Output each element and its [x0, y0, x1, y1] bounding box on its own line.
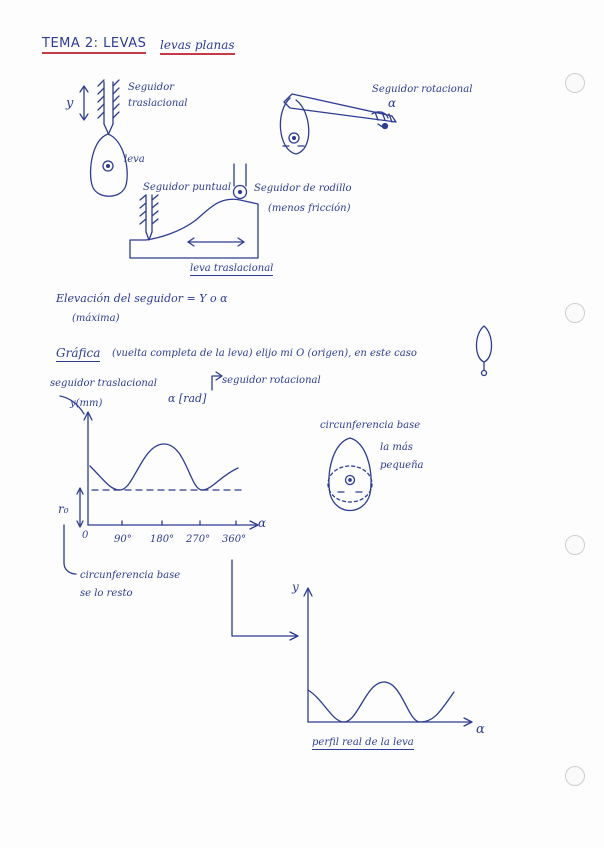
graph1-origin: 0	[82, 530, 89, 541]
graph1-alpha-rad: α [rad]	[168, 392, 207, 405]
translational-cam-label: leva traslacional	[190, 263, 274, 274]
graph1-y-axis: y(mm)	[70, 398, 103, 409]
cam-base-circle-sketch	[328, 438, 372, 511]
elevation-line-2: (máxima)	[72, 313, 120, 324]
elevation-line-1: Elevación del seguidor = Y o α	[56, 292, 228, 305]
graph1-tick-90: 90°	[114, 534, 132, 545]
follower-translational-label-1: Seguidor	[128, 82, 175, 93]
graph2-sketch	[304, 588, 472, 726]
y-label: y	[66, 96, 74, 111]
roller-follower-label: Seguidor de rodillo	[254, 183, 352, 194]
graph1-label-trasl: seguidor traslacional	[50, 378, 157, 389]
point-follower-label: Seguidor puntual	[143, 182, 232, 193]
graph1-tick-270: 270°	[186, 534, 211, 545]
small-cam-sketch	[477, 326, 492, 376]
follower-translational-label-2: traslacional	[128, 98, 188, 109]
base-note-line-2: se lo resto	[80, 588, 133, 599]
graph2-y-axis: y	[292, 580, 299, 594]
graph1-tick-360: 360°	[222, 534, 247, 545]
translational-cam-sketch	[130, 164, 258, 258]
grafica-word: Gráfica	[56, 346, 101, 360]
smallest-line-2: pequeña	[380, 460, 424, 471]
page-title: TEMA 2: LEVAS	[42, 36, 146, 54]
translational-follower-sketch	[80, 80, 127, 196]
cam-label: leva	[124, 154, 145, 165]
alpha-label: α	[388, 96, 397, 110]
smallest-line-1: la más	[380, 442, 413, 453]
grafica-rest: (vuelta completa de la leva) elijo mi O (origen), en este caso	[112, 348, 417, 359]
base-circle-label: circunferencia base	[320, 420, 421, 431]
follower-rotational-label: Seguidor rotacional	[372, 84, 473, 95]
page-subtitle: levas planas	[160, 38, 235, 55]
graph2-caption: perfil real de la leva	[312, 737, 414, 748]
base-note-line-1: circunferencia base	[80, 570, 181, 581]
graph2-x-axis: α	[476, 722, 485, 737]
graph1-tick-180: 180°	[150, 534, 175, 545]
connector-arrow	[232, 560, 298, 640]
rotational-follower-sketch	[280, 94, 396, 154]
graph1-label-rot: seguidor rotacional	[222, 375, 321, 386]
graph1-sketch	[60, 372, 258, 574]
graph1-x-axis: α	[258, 516, 267, 530]
graph1-r0: r₀	[58, 502, 69, 516]
less-friction-label: (menos fricción)	[268, 203, 351, 214]
